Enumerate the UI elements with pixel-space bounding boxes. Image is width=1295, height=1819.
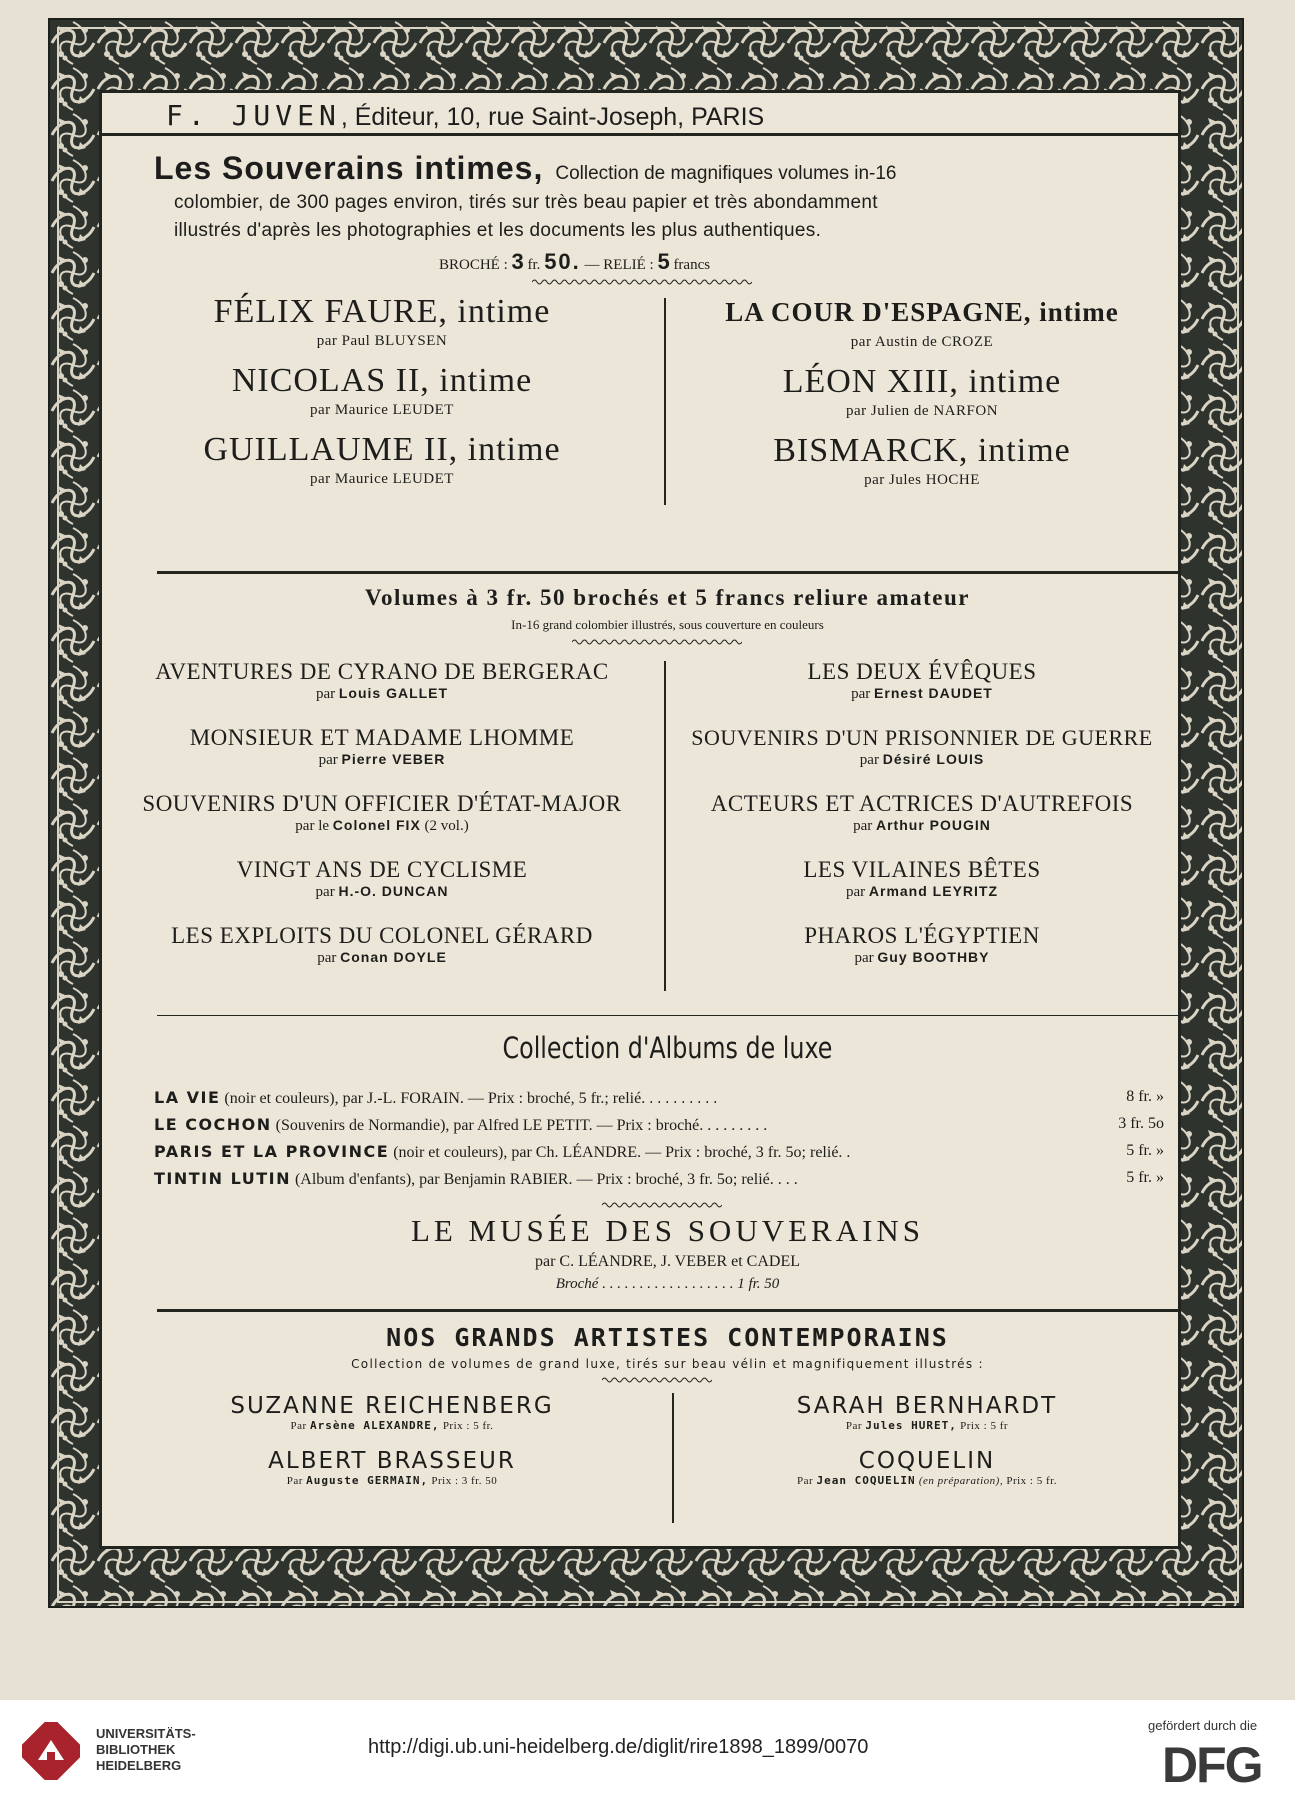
artist-name: SARAH BERNHARDT — [796, 1393, 1058, 1419]
par-label: Par — [290, 1420, 307, 1432]
book-author: par Paul BLUYSEN — [316, 333, 448, 349]
dfg-logo: DFG — [1162, 1737, 1262, 1793]
album-desc: (Souvenirs de Normandie), par Alfred LE PETIT. — Prix : broché. . . . . . . . . — [275, 1117, 768, 1134]
book-price: Prix : 5 fr. — [1006, 1475, 1057, 1487]
price-relie-num: 5 — [657, 249, 670, 274]
musee-title: LE MUSÉE DES SOUVERAINS — [410, 1213, 925, 1248]
section-rule — [157, 1309, 1178, 1312]
book-title: VINGT ANS DE CYCLISME — [236, 857, 528, 882]
header-rule — [102, 133, 1178, 136]
volumes-subtitle: In-16 grand colombier illustrés, sous couverture en couleurs — [511, 617, 824, 632]
par-label: Par — [286, 1475, 303, 1487]
album-name: PARIS ET LA PROVINCE — [154, 1142, 390, 1161]
content-panel — [99, 90, 1181, 1549]
price-broche-cents: 50. — [544, 249, 581, 274]
artist-name: SUZANNE REICHENBERG — [230, 1393, 554, 1419]
footer-bar — [0, 1700, 1295, 1819]
library-line: HEIDELBERG — [96, 1758, 182, 1773]
musee-price: Broché . . . . . . . . . . . . . . . . . . 1 fr. 50 — [555, 1276, 780, 1292]
book-title: AVENTURES DE CYRANO DE BERGERAC — [155, 659, 609, 684]
par-label: par — [845, 884, 866, 900]
book-author: Louis GALLET — [338, 685, 449, 701]
musee-authors: par C. LÉANDRE, J. VEBER et CADEL — [534, 1253, 800, 1270]
book-author: par Julien de NARFON — [845, 403, 999, 419]
artistes-title: NOS GRANDS ARTISTES CONTEMPORAINS — [386, 1323, 949, 1352]
artistes-subtitle: Collection de volumes de grand luxe, tirés sur beau vélin et magnifiquement illustrés : — [351, 1357, 984, 1371]
book-title: LES EXPLOITS DU COLONEL GÉRARD — [171, 923, 593, 948]
column-divider — [672, 1393, 674, 1523]
price-relie-unit: francs — [673, 257, 711, 273]
souverains-title: Les Souverains intimes, — [154, 150, 544, 186]
book-title: BISMARCK, intime — [773, 432, 1071, 469]
album-price: 5 fr. » — [1126, 1142, 1164, 1159]
publisher-header — [166, 99, 764, 132]
book-title: GUILLAUME II, intime — [203, 431, 561, 468]
book-author: Colonel FIX — [332, 817, 421, 833]
album-price: 5 fr. » — [1126, 1169, 1164, 1186]
par-label: par — [317, 950, 337, 966]
souverains-prices — [439, 249, 710, 275]
artistes-right-column — [682, 1393, 1172, 1487]
book-price: Prix : 3 fr. 50 — [431, 1475, 498, 1487]
book-author: Armand LEYRITZ — [868, 883, 999, 899]
souverains-right-column — [667, 293, 1177, 489]
book-author: Désiré LOUIS — [882, 751, 985, 767]
library-name — [96, 1726, 196, 1774]
book-author: Pierre VEBER — [341, 751, 446, 767]
funding-note: gefördert durch die — [1148, 1718, 1258, 1733]
book-author: Arthur POUGIN — [876, 817, 991, 833]
album-price: 8 fr. » — [1126, 1088, 1164, 1105]
book-title: LES VILAINES BÊTES — [803, 857, 1041, 882]
book-author: Arsène ALEXANDRE, — [309, 1419, 440, 1432]
par-label: par — [315, 686, 336, 702]
albums-title: Collection d'Albums de luxe — [502, 1031, 833, 1065]
volumes-left-column — [122, 659, 642, 967]
par-label: par — [854, 950, 874, 966]
book-author: Auguste GERMAIN, — [306, 1474, 429, 1487]
souverains-desc-3: illustrés d'après les photographies et les documents les plus authentiques. — [174, 220, 822, 241]
library-line: UNIVERSITÄTS- — [96, 1726, 196, 1741]
section-rule — [157, 571, 1178, 574]
book-author: Conan DOYLE — [340, 949, 447, 965]
book-author: Jean COQUELIN — [816, 1474, 916, 1487]
par-label: par — [315, 884, 335, 900]
par-label: par — [859, 752, 879, 768]
souverains-left-column — [122, 293, 642, 488]
album-desc: (noir et couleurs), par J.-L. FORAIN. — Prix : broché, 5 fr.; relié. . . . . . . . . . — [224, 1090, 718, 1107]
par-label: par — [851, 686, 871, 702]
par-label: Par — [845, 1420, 863, 1432]
volumes-title: Volumes à 3 fr. 50 brochés et 5 francs reliure amateur — [364, 585, 971, 610]
par-label: par le — [295, 818, 330, 834]
wavy-divider — [602, 1376, 712, 1384]
artist-name: ALBERT BRASSEUR — [268, 1448, 516, 1474]
column-divider — [664, 298, 666, 505]
wavy-divider — [532, 278, 752, 286]
volumes-right-column — [667, 659, 1177, 967]
book-title: ACTEURS ET ACTRICES D'AUTREFOIS — [710, 791, 1134, 816]
book-title: SOUVENIRS D'UN OFFICIER D'ÉTAT-MAJOR — [142, 791, 622, 816]
album-name: LE COCHON — [154, 1115, 272, 1134]
source-url[interactable]: http://digi.ub.uni-heidelberg.de/diglit/rire1898_1899/0070 — [368, 1736, 869, 1758]
price-broche-fr: fr. — [527, 257, 541, 273]
section-rule — [157, 1015, 1178, 1016]
artistes-left-column — [132, 1393, 652, 1487]
book-author: H.-O. DUNCAN — [338, 883, 449, 899]
book-title: LES DEUX ÉVÊQUES — [807, 659, 1037, 684]
book-price: Prix : 5 fr — [960, 1420, 1009, 1432]
volume-count: (2 vol.) — [424, 818, 469, 834]
album-name: LA VIE — [154, 1088, 221, 1107]
album-price: 3 fr. 5o — [1118, 1115, 1164, 1132]
column-divider — [664, 661, 666, 991]
book-title: PHAROS L'ÉGYPTIEN — [804, 923, 1040, 948]
book-author: Jules HURET, — [865, 1419, 957, 1432]
par-label: par — [853, 818, 873, 834]
book-author: par Austin de CROZE — [850, 334, 994, 350]
book-author: par Maurice LEUDET — [310, 471, 454, 487]
book-note: (en préparation), — [918, 1475, 1004, 1487]
book-author: par Jules HOCHE — [864, 472, 980, 488]
book-title: LA COUR D'ESPAGNE, intime — [725, 297, 1119, 327]
library-logo-icon — [22, 1722, 80, 1780]
book-title: LÉON XIII, intime — [782, 363, 1062, 400]
book-author: Guy BOOTHBY — [877, 949, 990, 965]
artist-name: COQUELIN — [858, 1448, 996, 1474]
book-title: FÉLIX FAURE, intime — [213, 293, 551, 330]
publisher-name: F. JUVEN — [166, 99, 341, 132]
publisher-address: , Éditeur, 10, rue Saint-Joseph, PARIS — [340, 103, 765, 131]
book-author: par Maurice LEUDET — [310, 402, 454, 418]
wavy-divider — [572, 638, 742, 646]
album-name: TINTIN LUTIN — [154, 1169, 291, 1188]
book-title: MONSIEUR ET MADAME LHOMME — [189, 725, 575, 750]
price-relie-label: — RELIÉ : — [584, 257, 654, 273]
price-broche-num: 3 — [511, 249, 524, 274]
par-label: Par — [797, 1475, 814, 1487]
album-row — [154, 1088, 1164, 1108]
album-row — [154, 1169, 1164, 1189]
library-line: BIBLIOTHEK — [96, 1742, 176, 1757]
album-row — [154, 1115, 1164, 1135]
album-desc: (noir et couleurs), par Ch. LÉANDRE. — Prix : broché, 3 fr. 5o; relié. . — [393, 1144, 851, 1161]
souverains-desc-2: colombier, de 300 pages environ, tirés sur très beau papier et très abondamment — [174, 192, 878, 213]
album-desc: (Album d'enfants), par Benjamin RABIER. — Prix : broché, 3 fr. 5o; relié. . . . — [294, 1171, 798, 1188]
souverains-desc-1: Collection de magnifiques volumes in-16 — [555, 163, 897, 184]
book-price: Prix : 5 fr. — [442, 1420, 494, 1432]
wavy-divider — [602, 1201, 722, 1209]
souverains-heading — [154, 150, 897, 187]
book-title: NICOLAS II, intime — [231, 362, 533, 399]
par-label: par — [318, 752, 338, 768]
book-author: Ernest DAUDET — [874, 685, 993, 701]
book-title: SOUVENIRS D'UN PRISONNIER DE GUERRE — [691, 725, 1153, 750]
price-broche-label: BROCHÉ : — [439, 257, 508, 273]
album-row — [154, 1142, 1164, 1162]
